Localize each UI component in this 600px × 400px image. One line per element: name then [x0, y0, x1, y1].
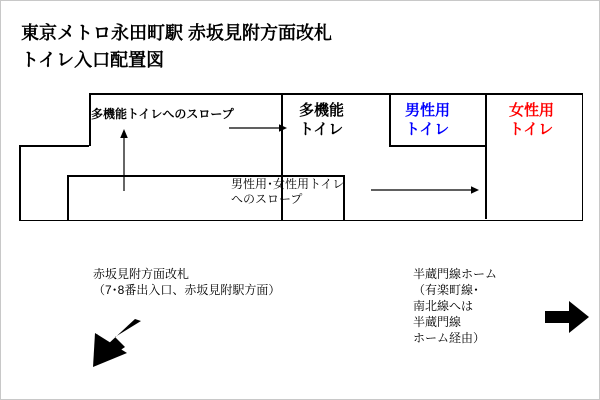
wall-right — [582, 93, 584, 221]
room-label-multipurpose-line2: トイレ — [299, 121, 344, 138]
wall-divider-womens — [485, 93, 487, 219]
wall-mens-bottom — [389, 145, 485, 147]
caption-hanzomon-platform — [413, 266, 497, 346]
room-label-womens — [509, 101, 554, 139]
wall-corridor-left-end — [19, 145, 21, 220]
room-label-multipurpose — [299, 101, 344, 139]
arrow-down-left-icon — [89, 319, 145, 371]
room-label-womens-line1: 女性用 — [509, 102, 555, 119]
page-title-line-1: 東京メトロ永田町駅 赤坂見附方面改札 — [21, 23, 332, 43]
caption-hanzomon-line1: 半蔵門線ホーム — [413, 267, 498, 281]
page-title-line-2: トイレ入口配置図 — [21, 50, 165, 70]
wall-inner-corridor-left — [67, 175, 69, 220]
room-label-multipurpose-line1: 多機能 — [299, 102, 345, 119]
arrow-right-multipurpose-slope-icon — [229, 121, 289, 135]
caption-hanzomon-line2: （有楽町線･ — [413, 283, 480, 297]
caption-hanzomon-line3: 南北線へは — [413, 299, 474, 313]
arrow-right-general-slope-icon — [371, 183, 481, 197]
room-label-mens-line1: 男性用 — [405, 102, 451, 119]
floor-plan — [19, 93, 583, 223]
caption-ticket-gate — [93, 266, 280, 298]
wall-corridor-top-left — [19, 145, 89, 147]
arrow-up-corridor-icon — [117, 129, 131, 191]
arrow-right-big-icon — [545, 299, 589, 335]
caption-hanzomon-line4: 半蔵門線 — [413, 315, 462, 329]
wall-bottom-right — [343, 220, 582, 222]
slope-label-general-line2: へのスロープ — [231, 192, 303, 206]
wall-divider-mens-left — [389, 93, 391, 146]
caption-hanzomon-line5: ホーム経由） — [413, 331, 486, 345]
wall-top — [89, 93, 583, 95]
slope-label-multipurpose: 多機能トイレへのスロープ — [91, 107, 234, 121]
caption-ticket-gate-line2: （7･8番出入口、赤坂見附駅方面） — [93, 283, 281, 297]
room-label-mens-line2: トイレ — [405, 121, 450, 138]
room-label-womens-line2: トイレ — [509, 121, 554, 138]
caption-ticket-gate-line1: 赤坂見附方面改札 — [93, 267, 190, 281]
slope-label-general-line1: 男性用･女性用トイレ — [231, 177, 345, 191]
room-label-mens — [405, 101, 450, 139]
slope-label-general — [231, 177, 344, 207]
